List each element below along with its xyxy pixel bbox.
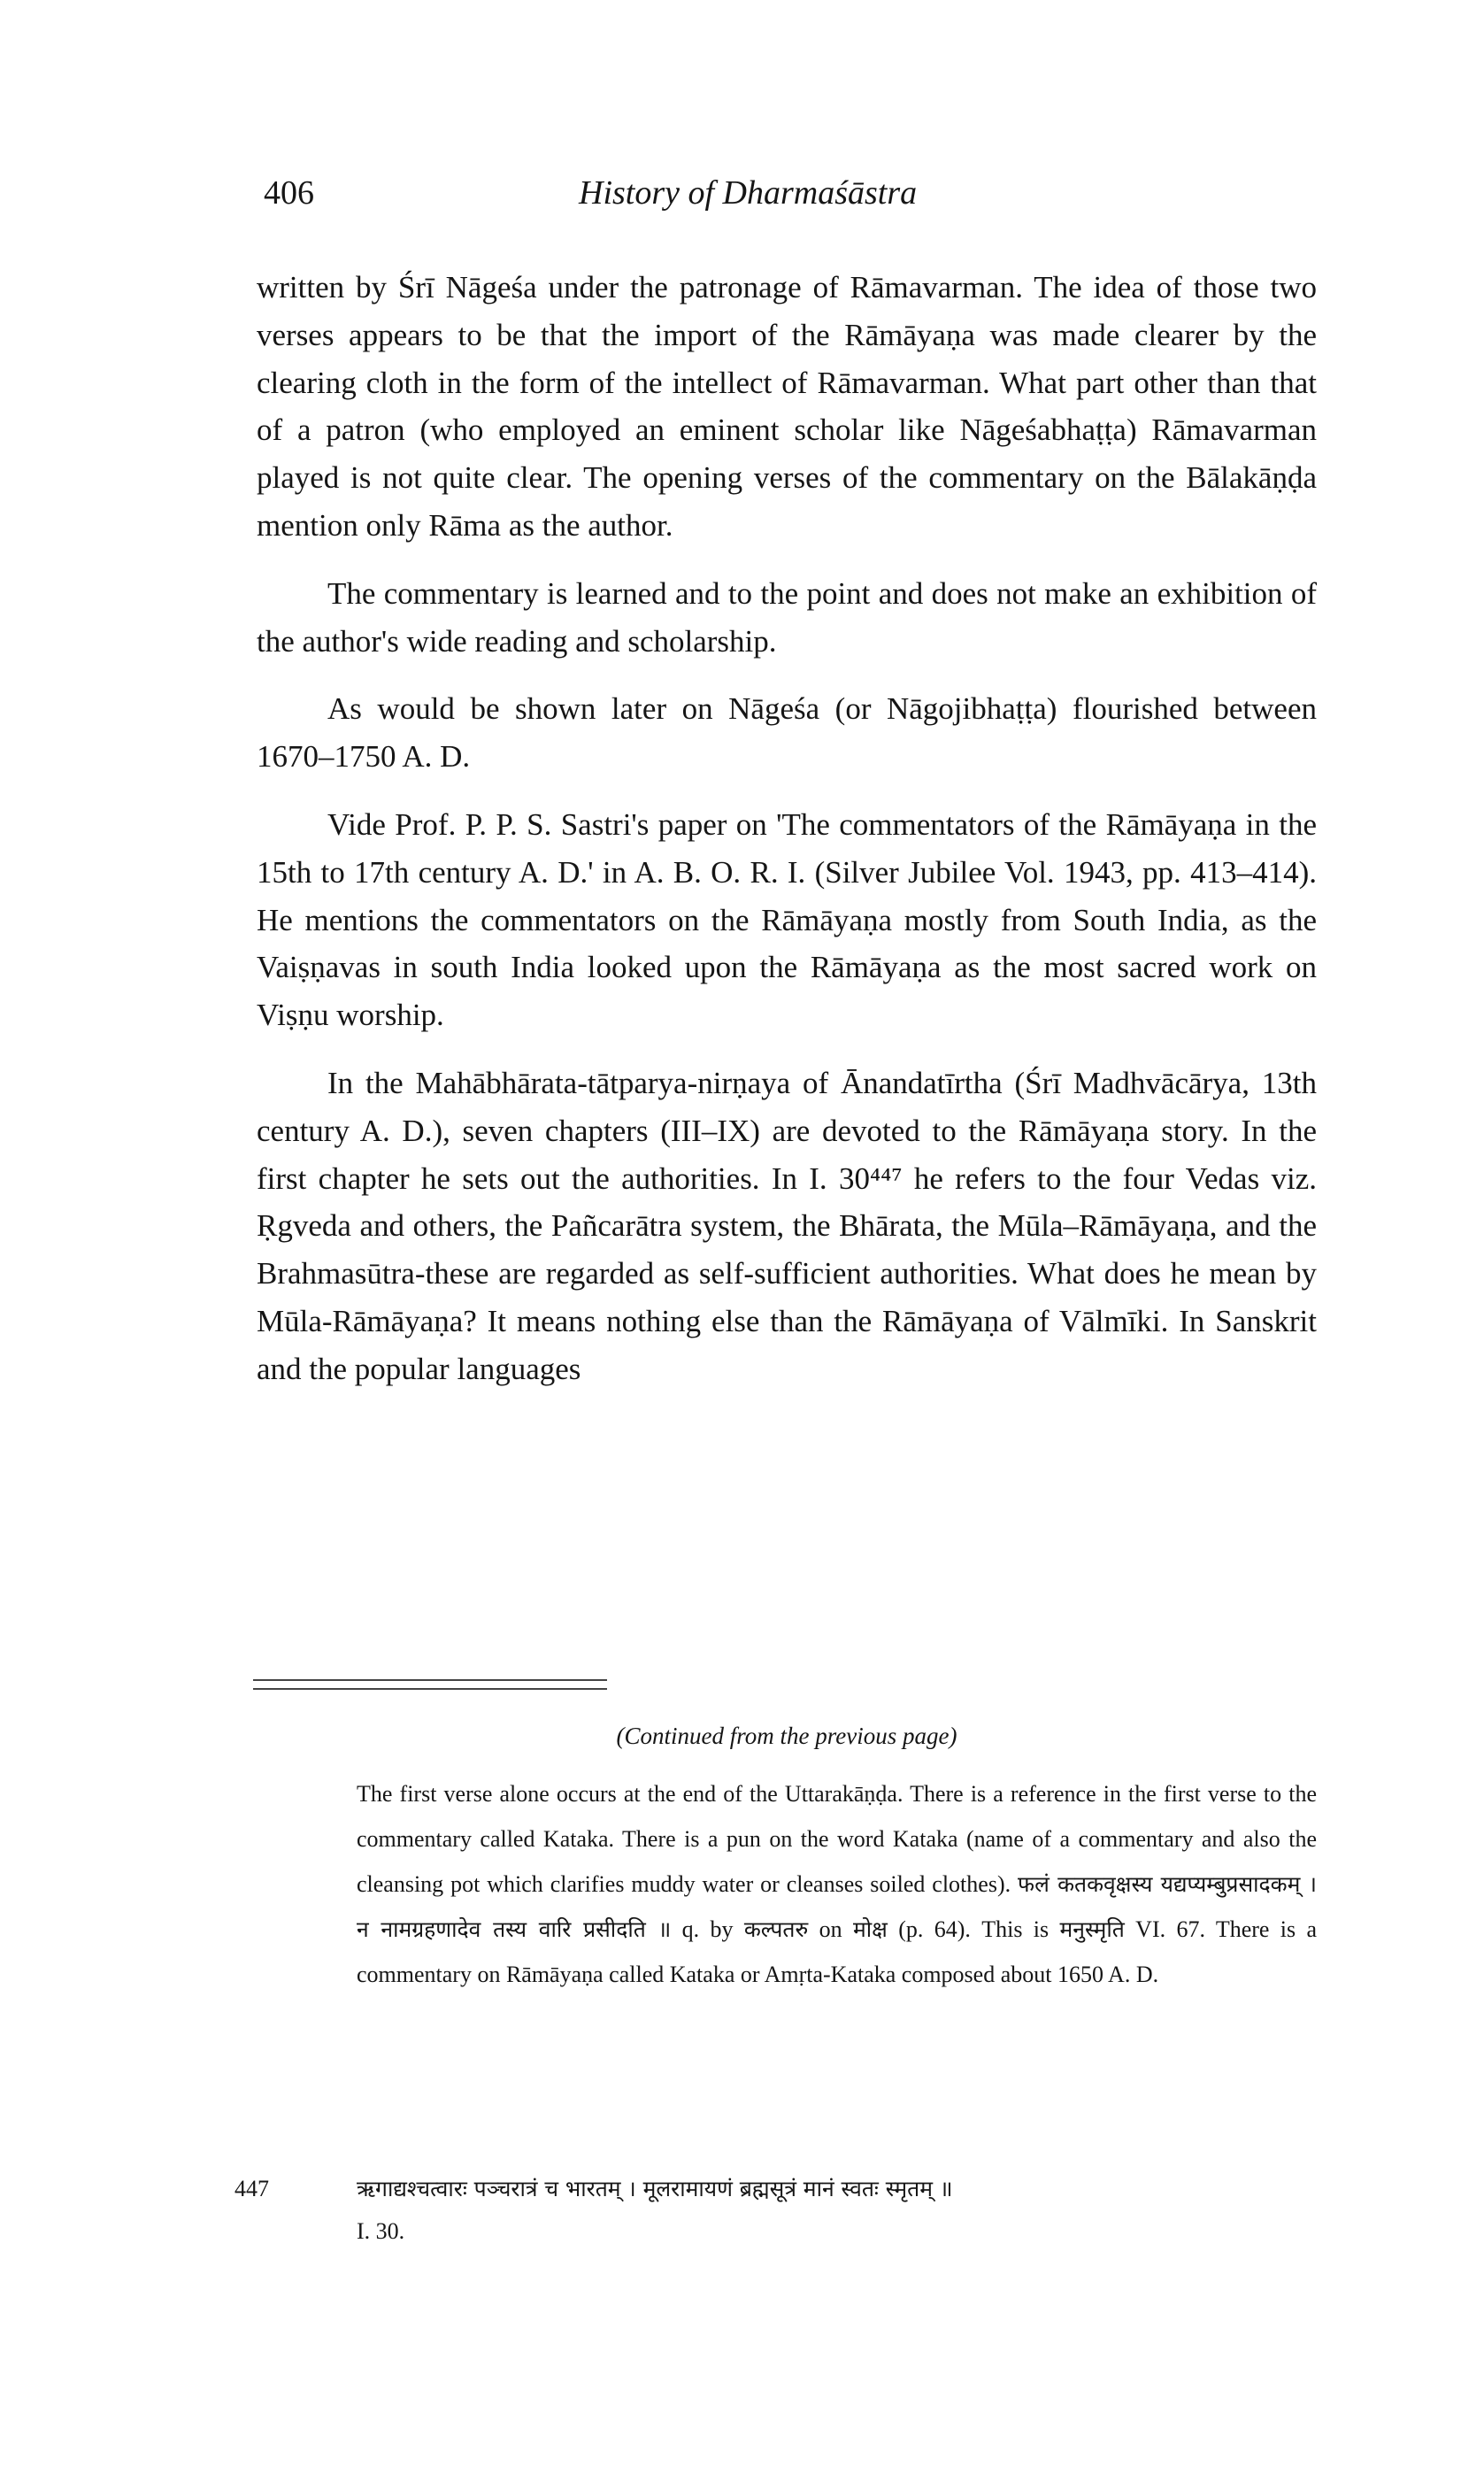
page-header bbox=[264, 173, 1326, 227]
main-text bbox=[257, 264, 1317, 1393]
footnote-text: q. by bbox=[681, 1916, 734, 1942]
paragraph: Vide Prof. P. P. S. Sastri's paper on 'The commentators of the Rāmāyaṇa in the 15th to 17th century A. D.' in A. B. O. R. I. (Silver Jubilee Vol. 1943, pp. 413–414). He mentions the commentators on the Rāmāyaṇa mostly from South India, as the Vaiṣṇavas in south India looked upon the Rāmāyaṇa as the most sacred work on Viṣṇu worship. bbox=[257, 806, 1317, 1033]
footnote-body bbox=[357, 2168, 1317, 2253]
sanskrit-word: मनुस्मृति bbox=[1059, 1916, 1125, 1942]
sanskrit-word: कल्पतरु bbox=[743, 1916, 809, 1942]
footnote-continued bbox=[357, 1771, 1317, 1997]
footnote-text: The first verse alone occurs at the end of the Uttarakāṇḍa. There is a reference in the first verse to the commentary called Kataka. There is a pun on the word Kataka (name of a commentary and also the cleansing pot which clarifies muddy water or cleanses soiled clothes). bbox=[357, 1781, 1317, 1897]
paragraph: The commentary is learned and to the point and does not make an exhibition of the author's wide reading and scholarship. bbox=[257, 575, 1317, 659]
sanskrit-verse: फलं कतकवृक्षस्य यद्यप्यम्बुप्रसादकम् । न नामग्रहणादेव तस्य वारि प्रसीदति ॥ bbox=[357, 1871, 1318, 1942]
paragraph: As would be shown later on Nāgeśa (or Nāgojibhaṭṭa) flourished between 1670–1750 A. D. bbox=[257, 691, 1317, 775]
paragraph: In the Mahābhārata-tātparya-nirṇaya of Ānandatīrtha (Śrī Madhvācārya, 13th century A. D.), seven chapters (III–IX) are devoted to the Rāmāyaṇa story. In the first chapter he sets out the authorities. In I. 30⁴⁴⁷ he refers to the four Vedas viz. Ṛgveda and others, the Pañcarātra system, the Bhārata, the Mūla–Rāmāyaṇa, and the Brahmasūtra-these are regarded as self-sufficient authorities. What does he mean by Mūla-Rāmāyaṇa? It means nothing else than the Rāmāyaṇa of Vālmīki. In Sanskrit and the popular languages bbox=[257, 1065, 1317, 1386]
running-title: History of Dharmaśāstra bbox=[579, 174, 918, 212]
page-number: 406 bbox=[264, 174, 314, 212]
footnote-separator bbox=[253, 1679, 607, 1690]
footnote-reference: I. 30. bbox=[357, 2218, 405, 2244]
paragraph: written by Śrī Nāgeśa under the patronage of Rāmavarman. The idea of those two verses appears to be that the import of the Rāmāyaṇa was made clearer by the clearing cloth in the form of the intellect of Rāmavarman. What part other than that of a patron (who employed an eminent scholar like Nāgeśabhaṭṭa) Rāmavarman played is not quite clear. The opening verses of the commentary on the Bālakāṇḍa mention only Rāma as the author. bbox=[257, 270, 1317, 543]
footnote-number: 447 bbox=[235, 2176, 269, 2201]
footnote-text: (p. 64). This is bbox=[898, 1916, 1050, 1942]
sanskrit-word: मोक्ष bbox=[852, 1916, 888, 1942]
footnote-text: on bbox=[819, 1916, 842, 1942]
footnote-continued-label: (Continued from the previous page) bbox=[616, 1723, 957, 1749]
footnote-text: VI. 67. There is a commentary on Rāmāyaṇa called Kataka or Amṛta-Kataka composed about 1650 A. D. bbox=[357, 1916, 1318, 1987]
sanskrit-verse: ऋगाद्यश्चत्वारः पञ्चरात्रं च भारतम् । मूलरामायणं ब्रह्मसूत्रं मानं स्वतः स्मृतम् ॥ bbox=[357, 2176, 953, 2201]
